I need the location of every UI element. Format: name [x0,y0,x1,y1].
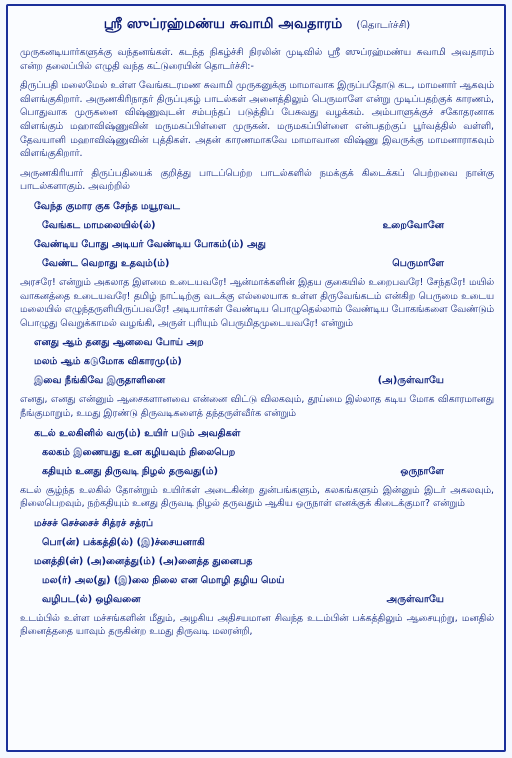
verse-text: மல(ர்) அல(து) (இ)லை நிலை என மொழி தழிய மெய் [42,574,285,586]
verse-line [34,336,494,349]
verse-text: வேண்ட வெறாது உதவும்(ம்) [42,257,170,269]
verse-ending: (அ)ருள்வாயே [377,375,444,387]
document-body [20,46,494,639]
verse-line [34,374,494,387]
verse-text: கதியும் உனது திருவடி நிழல் தருவது(ம்) [42,465,218,477]
title-row [20,16,494,34]
verse-line [42,593,494,606]
verse-text: மச்சச் செச்சைச் சித்ரச் சத்ரப் [34,517,154,529]
verse-line [42,446,494,459]
verse-text: எனது ஆம் தனது ஆனவை போய் அற [34,337,204,349]
verse-line [42,536,494,549]
paragraph: எனது, எனது என்னும் ஆசைகளானவை என்னை விட்டு விலகவும், தூய்மை இல்லாத கடிய மோக விகாரமானது நீங்குமாறும், உமது இரண்டு திருவடிகளைத் தந்தருள்வீர்க என்றும் [20,394,494,419]
verse-line [42,465,494,478]
verse-text: வழிபட(ல்) ஒழிவனை [42,593,141,605]
paragraph: அருணகிரியார் திருப்பதியைக் குறித்து பாடப்பெற்ற பாடல்களில் நமக்குக் கிடைக்கப் பெற்றவை நான்கு பாடல்களாகும். அவற்றில் [20,167,494,193]
page-subtitle: (தொடர்ச்சி) [356,20,411,31]
verse-line [34,238,494,251]
verse-line [42,219,494,232]
paragraph: உடம்பில் உள்ள மச்சங்களின் மீதும், அழகிய அதிசயமான சிவந்த உடம்பின் பக்கத்திலும் ஆசையுற்று, மனதில் நினைத்ததை யாவும் தருகின்ற உமது திருவடி மலரன்றி, [20,612,494,638]
page-title: ஸ்ரீ ஸுப்ரஹ்மண்ய சுவாமி அவதாரம் [103,16,343,32]
verse-text: பொ(ன்) பக்கத்தி(ல்) (இ)ச்சையனாகி [42,536,205,548]
paragraph: திருப்பதி மலைமேல் உள்ள வேங்கடரமண சுவாமி முருகனுக்கு மாமாவாக இருப்பதோடு கட, மாமனார் ஆகவும் விளங்குகிறார். அருணகிரிநாதர் திருப்புகழ் பாடல்கள் அனைத்திலும் பெருமாளே என்று முடிப்பதற்குக் காரணம், பொதுவாக முருகனை விஷ்ணுவுடன் சம்பந்தப் படுத்திப் பேசுவது வழக்கம். அம்பாளுக்குச் சகோதரனாக விளங்கும் மஹாவிஷ்ணுவின் மருமகப்பிள்ளை முருகன். மருமகப்பிள்ளை என்பதற்குப் பூர்வத்தில் வள்ளி, தேவயானி மஹாவிஷ்ணுவின் புத்திகள். அதன் காரணமாகவே மாமாவான விஷ்ணு இவருக்கு மாமனாராகவும் விளங்குகிறார். [20,80,494,160]
verse-text: வேண்டிய போது அடியர் வேண்டிய போகம்(ம்) அது [34,238,266,250]
document-page [6,4,506,752]
verse-ending: ஒருநாளே [400,465,444,477]
verse-line [42,574,494,587]
verse-text: கடல் உலகினில் வரு(ம்) உயிர் படும் அவதிகள் [34,427,241,439]
verse-text: கலகம் இணையது உன கழியவும் நிலைபெற [42,446,236,458]
verse-line [34,355,494,368]
verse-line [34,517,494,530]
verse-ending: பெருமாளே [392,257,444,269]
paragraph: அரசரே! என்றும் அகலாத இளமை உடையவரே! ஆன்மாக்களின் இதய குகையில் உறைபவரே! சேந்தரே! மயில் வாகனத்தை உடையவரே! தமிழ் நாட்டிற்கு வடக்கு எல்லையாக உள்ள திருவேங்கடம் என்கிற பெருமை உடைய மலையில் எழுந்தருளியிருப்பவரே! அடியார்கள் வேண்டிய பொழுதெல்லாம் வேண்டிய போகங்களை வேண்டும் பொழுது வெறுக்காமல் வழங்கி, அருள் புரியும் பெருமிதமுடையவரே! என்றும் [20,276,494,329]
verse-text: வேங்கட மாமலையில்(ல்) [42,219,156,231]
verse-line [34,555,494,568]
verse-text: வேந்த குமார குக சேந்த மயூரவட [34,200,181,212]
verse-text: மலம் ஆம் கடுமோக விகாரமு(ம்) [34,356,182,368]
verse-line [34,200,494,213]
verse-ending: அருள்வாயே [386,593,444,605]
verse-text: இவை நீங்கிவே இருதாளினை [34,375,166,387]
paragraph: கடல் சூழ்ந்த உலகில் தோன்றும் உயிர்கள் அடைகின்ற துன்பங்களும், கலகங்களும் இன்னும் இடர் அகலவும், நிலைபெறவும், நற்கதியும் உனது திருவடி நிழல் தருவதும் ஆகிய ஒருநாள் எனக்குக் கிடைக்குமா? என்றும் [20,484,494,510]
verse-line [42,257,494,270]
verse-line [34,427,494,440]
verse-ending: உறைவோனே [382,219,444,231]
paragraph: முருகனடியார்களுக்கு வந்தனங்கள். கடந்த நிகழ்ச்சி நிரலின் முடிவில் ஸ்ரீ ஸுப்ரஹ்மண்ய சுவாமி அவதாரம் என்ற தலைப்பில் எழுதி வந்த கட்டுரையின் தொடர்ச்சி:- [20,47,494,72]
verse-text: மனத்தி(ன்) (அ)னைத்து(ம்) (அ)னைத்த துனைபத [34,555,253,567]
